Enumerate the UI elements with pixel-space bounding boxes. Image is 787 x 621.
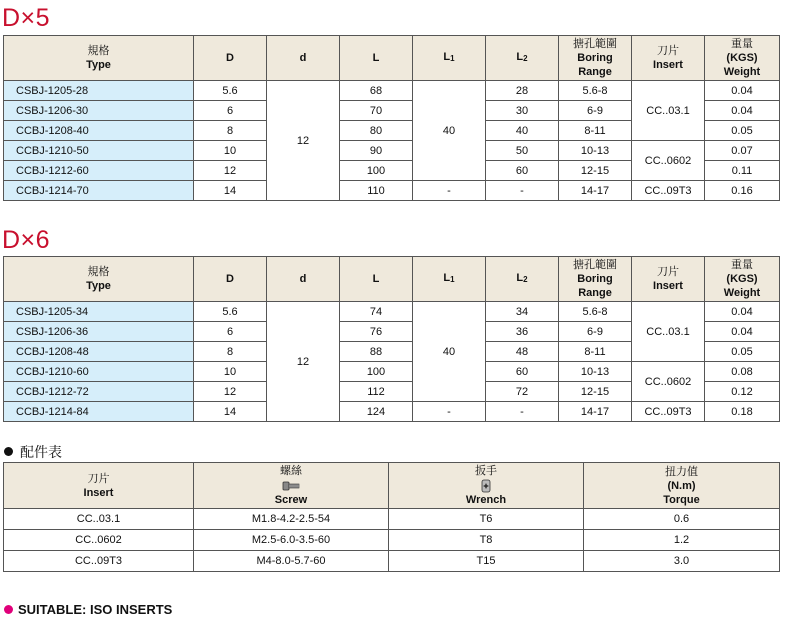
cell-insert: CC..09T3	[632, 181, 705, 201]
cell-wrench: T15	[389, 551, 584, 572]
col-header-D: D	[194, 257, 267, 302]
cell-L2: 48	[486, 342, 559, 362]
cell-L: 90	[340, 141, 413, 161]
cell-L2: 60	[486, 161, 559, 181]
cell-range: 10-13	[559, 141, 632, 161]
cell-L: 70	[340, 101, 413, 121]
cell-insert-merged: CC..03.1	[632, 81, 705, 141]
accessories-table	[3, 462, 780, 572]
cell-D: 14	[194, 181, 267, 201]
col-header-insert: 刀片 Insert	[4, 463, 194, 509]
cell-weight: 0.16	[705, 181, 780, 201]
table-header-row	[4, 257, 780, 302]
cell-range: 5.6-8	[559, 302, 632, 322]
cell-D: 12	[194, 161, 267, 181]
cell-D: 10	[194, 141, 267, 161]
col-header-L2: L2	[486, 36, 559, 81]
cell-D: 14	[194, 402, 267, 422]
cell-L: 124	[340, 402, 413, 422]
cell-type: CSBJ-1205-28	[4, 81, 194, 101]
cell-L2: 40	[486, 121, 559, 141]
col-header-d: d	[267, 36, 340, 81]
cell-range: 5.6-8	[559, 81, 632, 101]
col-header-screw: 螺絲 Screw	[194, 463, 389, 509]
table-row	[4, 81, 780, 101]
bullet-icon	[4, 447, 13, 456]
col-header-insert: 刀片 Insert	[632, 36, 705, 81]
cell-insert: CC..09T3	[632, 402, 705, 422]
cell-L: 100	[340, 161, 413, 181]
cell-weight: 0.04	[705, 302, 780, 322]
cell-D: 5.6	[194, 81, 267, 101]
screw-icon	[282, 479, 300, 493]
cell-D: 8	[194, 342, 267, 362]
col-header-L2: L2	[486, 257, 559, 302]
cell-torque: 3.0	[584, 551, 780, 572]
cell-type: CCBJ-1208-40	[4, 121, 194, 141]
section-title-dx6: D×6	[2, 226, 51, 254]
table-row	[4, 509, 780, 530]
cell-L: 88	[340, 342, 413, 362]
cell-D: 8	[194, 121, 267, 141]
cell-L2: 28	[486, 81, 559, 101]
cell-L: 68	[340, 81, 413, 101]
cell-insert: CC..0602	[4, 530, 194, 551]
cell-L1: -	[413, 402, 486, 422]
cell-weight: 0.05	[705, 342, 780, 362]
col-header-boring-range: 搪孔範圍 Boring Range	[559, 36, 632, 81]
cell-weight: 0.05	[705, 121, 780, 141]
cell-type: CCBJ-1210-60	[4, 362, 194, 382]
cell-L: 80	[340, 121, 413, 141]
accessories-title: 配件表	[20, 444, 62, 460]
cell-L2: 50	[486, 141, 559, 161]
col-header-type: 規格 Type	[4, 36, 194, 81]
cell-L: 74	[340, 302, 413, 322]
cell-D: 6	[194, 101, 267, 121]
col-header-L1: L1	[413, 36, 486, 81]
cell-d-merged: 12	[267, 81, 340, 201]
col-header-wrench: 扳手 Wrench	[389, 463, 584, 509]
table-row	[4, 362, 780, 382]
cell-L2: -	[486, 181, 559, 201]
table-row	[4, 141, 780, 161]
cell-range: 12-15	[559, 382, 632, 402]
cell-weight: 0.11	[705, 161, 780, 181]
cell-insert: CC..03.1	[4, 509, 194, 530]
col-header-L: L	[340, 36, 413, 81]
table-header-row	[4, 463, 780, 509]
cell-L1-merged: 40	[413, 302, 486, 402]
col-header-weight: 重量 (KGS) Weight	[705, 257, 780, 302]
table-row	[4, 530, 780, 551]
cell-L2: 72	[486, 382, 559, 402]
cell-torque: 0.6	[584, 509, 780, 530]
col-header-D: D	[194, 36, 267, 81]
cell-screw: M2.5-6.0-3.5-60	[194, 530, 389, 551]
table-row	[4, 551, 780, 572]
cell-L: 100	[340, 362, 413, 382]
cell-weight: 0.04	[705, 322, 780, 342]
cell-type: CSBJ-1205-34	[4, 302, 194, 322]
cell-D: 6	[194, 322, 267, 342]
cell-type: CCBJ-1212-72	[4, 382, 194, 402]
col-header-type: 規格 Type	[4, 257, 194, 302]
cell-range: 10-13	[559, 362, 632, 382]
spec-table-dx6	[3, 256, 780, 422]
table-row	[4, 402, 780, 422]
cell-insert: CC..09T3	[4, 551, 194, 572]
table-row	[4, 181, 780, 201]
col-header-weight: 重量 (KGS) Weight	[705, 36, 780, 81]
cell-type: CCBJ-1208-48	[4, 342, 194, 362]
col-header-d: d	[267, 257, 340, 302]
col-header-L1: L1	[413, 257, 486, 302]
cell-L: 110	[340, 181, 413, 201]
col-header-L: L	[340, 257, 413, 302]
cell-type: CSBJ-1206-30	[4, 101, 194, 121]
cell-L1: -	[413, 181, 486, 201]
cell-weight: 0.12	[705, 382, 780, 402]
cell-wrench: T6	[389, 509, 584, 530]
cell-type: CCBJ-1210-50	[4, 141, 194, 161]
cell-L2: 36	[486, 322, 559, 342]
footer-bullet-icon	[4, 605, 13, 614]
cell-d-merged: 12	[267, 302, 340, 422]
cell-range: 14-17	[559, 402, 632, 422]
cell-range: 8-11	[559, 342, 632, 362]
cell-type: CCBJ-1214-70	[4, 181, 194, 201]
torx-wrench-icon	[477, 479, 495, 493]
cell-type: CSBJ-1206-36	[4, 322, 194, 342]
cell-wrench: T8	[389, 530, 584, 551]
cell-range: 12-15	[559, 161, 632, 181]
spec-table-dx5	[3, 35, 780, 201]
cell-L2: 34	[486, 302, 559, 322]
cell-range: 14-17	[559, 181, 632, 201]
cell-L2: 60	[486, 362, 559, 382]
cell-screw: M4-8.0-5.7-60	[194, 551, 389, 572]
cell-range: 8-11	[559, 121, 632, 141]
cell-L2: 30	[486, 101, 559, 121]
table-header-row	[4, 36, 780, 81]
cell-range: 6-9	[559, 322, 632, 342]
cell-insert-merged: CC..03.1	[632, 302, 705, 362]
footer-label: SUITABLE: ISO INSERTS	[18, 602, 173, 617]
cell-weight: 0.07	[705, 141, 780, 161]
cell-weight: 0.08	[705, 362, 780, 382]
cell-weight: 0.04	[705, 101, 780, 121]
cell-weight: 0.18	[705, 402, 780, 422]
col-header-torque: 扭力值 (N.m) Torque	[584, 463, 780, 509]
cell-insert-merged: CC..0602	[632, 362, 705, 402]
cell-type: CCBJ-1212-60	[4, 161, 194, 181]
cell-insert-merged: CC..0602	[632, 141, 705, 181]
cell-D: 12	[194, 382, 267, 402]
section-title-dx5: D×5	[2, 4, 51, 32]
cell-range: 6-9	[559, 101, 632, 121]
cell-weight: 0.04	[705, 81, 780, 101]
cell-D: 5.6	[194, 302, 267, 322]
cell-torque: 1.2	[584, 530, 780, 551]
col-header-boring-range: 搪孔範圍 Boring Range	[559, 257, 632, 302]
table-row	[4, 302, 780, 322]
col-header-insert: 刀片 Insert	[632, 257, 705, 302]
cell-L2: -	[486, 402, 559, 422]
cell-D: 10	[194, 362, 267, 382]
cell-screw: M1.8-4.2-2.5-54	[194, 509, 389, 530]
cell-L1-merged: 40	[413, 81, 486, 181]
cell-type: CCBJ-1214-84	[4, 402, 194, 422]
cell-L: 112	[340, 382, 413, 402]
cell-L: 76	[340, 322, 413, 342]
